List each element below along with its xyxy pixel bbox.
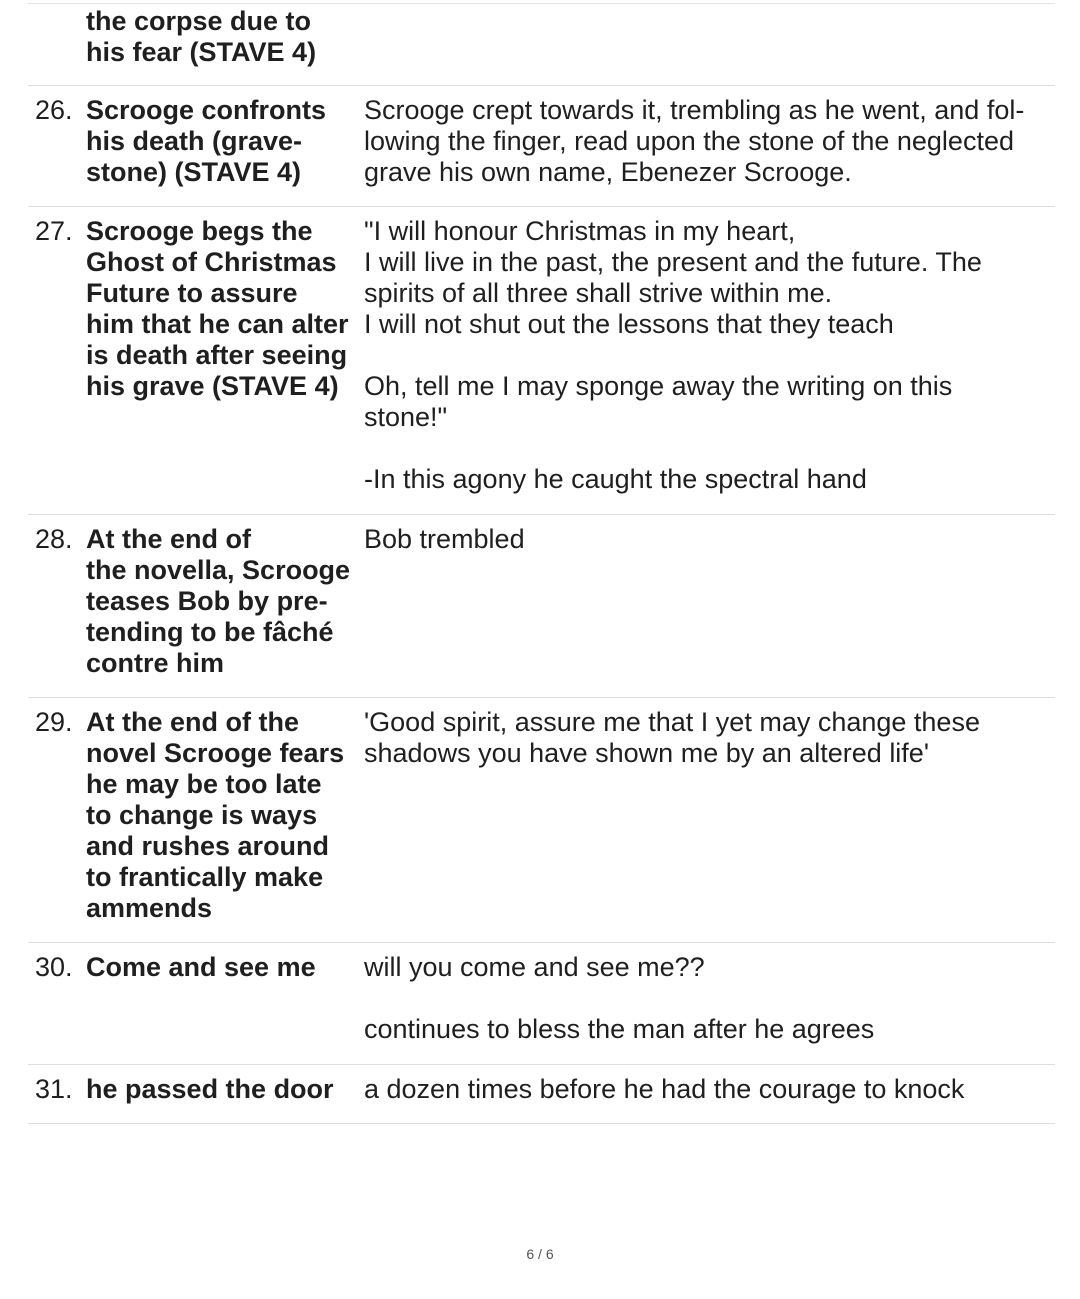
row-term: the corpse due to his fear (STAVE 4) <box>86 6 317 67</box>
table-row <box>28 698 1055 943</box>
row-definition: Scrooge crept towards it, trembling as he went, and fol- lowing the finger, read upon the stone of the neglected grave his own name, Ebenezer Scrooge. <box>364 95 1025 187</box>
table-row <box>28 4 1055 86</box>
row-number: 31. <box>35 1074 73 1104</box>
table-row <box>28 86 1055 207</box>
row-number: 30. <box>35 952 73 982</box>
table-row <box>28 943 1055 1065</box>
table-row <box>28 1065 1055 1124</box>
row-number: 27. <box>35 216 73 246</box>
row-term: At the end of the novel Scrooge fears he may be too late to change is ways and rushes around to frantically make ammends <box>86 707 345 923</box>
row-definition: "I will honour Christmas in my heart, I will live in the past, the present and the future. The spirits of all three shall strive within me. I will not shut out the lessons that they teach Oh, tell me I may sponge away the writing on this stone!" -In this agony he caught the spectral hand <box>364 216 982 494</box>
row-term: At the end of the novella, Scrooge teases Bob by pre- tending to be fâché contre him <box>86 524 351 678</box>
row-term: Scrooge begs the Ghost of Christmas Future to assure him that he can alter is death after seeing his grave (STAVE 4) <box>86 216 349 401</box>
row-definition: a dozen times before he had the courage to knock <box>364 1074 965 1104</box>
page-indicator: 6 / 6 <box>526 1246 554 1262</box>
row-number: 26. <box>35 95 73 125</box>
row-definition: Bob trembled <box>364 524 525 554</box>
row-term: he passed the door <box>86 1074 334 1104</box>
table-row <box>28 515 1055 698</box>
row-definition: will you come and see me?? continues to bless the man after he agrees <box>364 952 875 1044</box>
row-number: 28. <box>35 524 73 554</box>
row-term: Come and see me <box>86 952 316 982</box>
row-definition: 'Good spirit, assure me that I yet may change these shadows you have shown me by an altered life' <box>364 707 980 768</box>
table-row <box>28 207 1055 515</box>
row-term: Scrooge confronts his death (grave- stone) (STAVE 4) <box>86 95 327 187</box>
row-number: 29. <box>35 707 73 737</box>
